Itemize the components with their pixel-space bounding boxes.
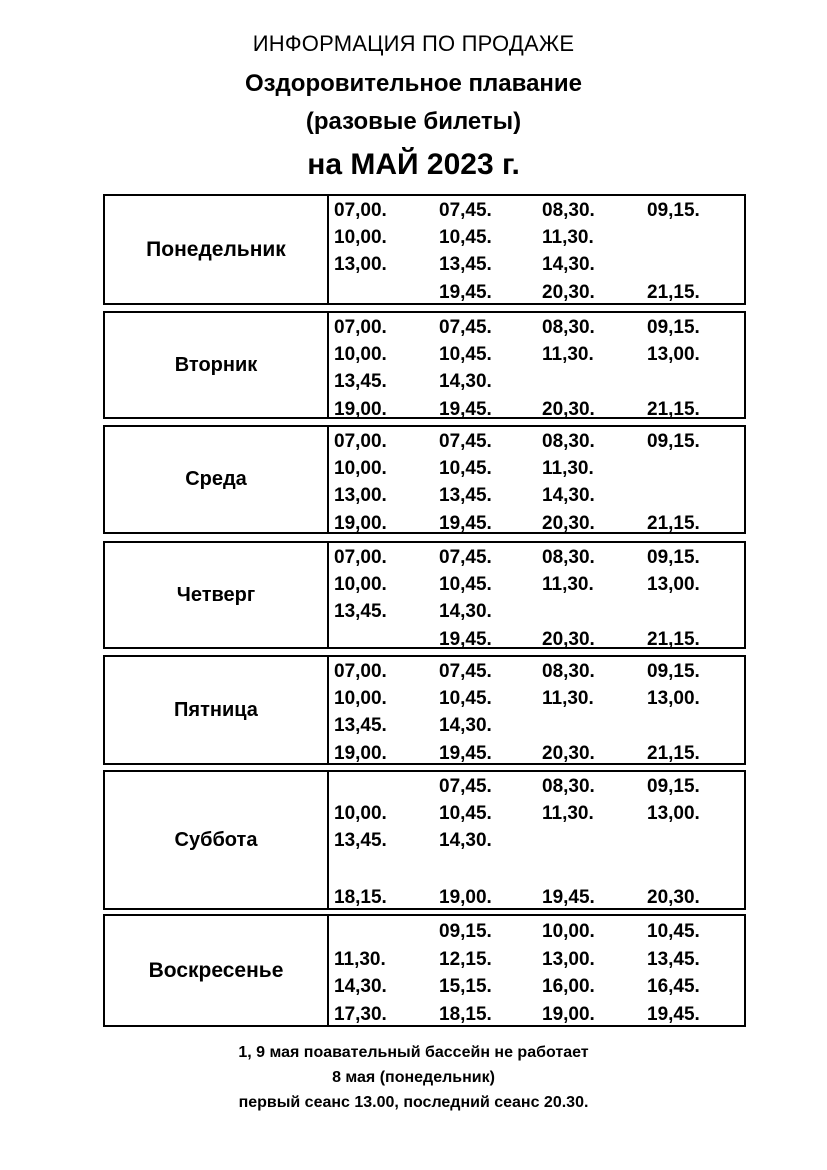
- session-time: 14,30.: [439, 715, 492, 736]
- session-time: 13,00.: [334, 485, 387, 506]
- time-row: [329, 482, 744, 509]
- time-row: [329, 946, 744, 973]
- session-time: 09,15.: [439, 921, 492, 942]
- session-time: 13,45.: [334, 830, 387, 851]
- session-time: 13,00.: [647, 803, 700, 824]
- session-time: 13,45.: [334, 715, 387, 736]
- session-time: 21,15.: [647, 399, 700, 420]
- session-time: 07,00.: [334, 317, 387, 338]
- time-row: [329, 251, 744, 278]
- time-row: [329, 544, 744, 571]
- session-time: 07,45.: [439, 776, 492, 797]
- session-time: 21,15.: [647, 743, 700, 764]
- session-time: 08,30.: [542, 776, 595, 797]
- time-row: [329, 396, 744, 423]
- session-time: 10,00.: [334, 344, 387, 365]
- session-time: 09,15.: [647, 547, 700, 568]
- session-time: 14,30.: [334, 976, 387, 997]
- session-time: 07,45.: [439, 661, 492, 682]
- day-name: Вторник: [105, 313, 329, 417]
- day-block: [103, 914, 746, 1027]
- session-time: 11,30.: [334, 949, 386, 970]
- session-time: 13,45.: [439, 485, 492, 506]
- session-time: 09,15.: [647, 200, 700, 221]
- session-time: 11,30.: [542, 458, 594, 479]
- session-time: 21,15.: [647, 282, 700, 303]
- time-row: [329, 827, 744, 854]
- day-name: Суббота: [105, 772, 329, 908]
- session-time: 07,00.: [334, 431, 387, 452]
- session-time: 12,15.: [439, 949, 492, 970]
- session-time: 13,45.: [334, 371, 387, 392]
- session-time: 07,00.: [334, 200, 387, 221]
- day-name: Четверг: [105, 543, 329, 647]
- session-time: 21,15.: [647, 629, 700, 650]
- day-block: [103, 541, 746, 649]
- session-time: 08,30.: [542, 547, 595, 568]
- session-time: 14,30.: [439, 601, 492, 622]
- session-time: 10,45.: [439, 803, 492, 824]
- time-row: [329, 279, 744, 306]
- time-row: [329, 685, 744, 712]
- session-time: 16,45.: [647, 976, 700, 997]
- document-month-title: на МАЙ 2023 г.: [307, 148, 520, 181]
- session-time: 13,00.: [647, 574, 700, 595]
- session-times: [329, 657, 744, 763]
- session-time: 19,45.: [439, 513, 492, 534]
- session-time: 13,00.: [647, 344, 700, 365]
- session-time: 09,15.: [647, 317, 700, 338]
- session-time: 10,00.: [334, 688, 387, 709]
- time-row: [329, 341, 744, 368]
- session-times: [329, 772, 744, 908]
- session-time: 11,30.: [542, 344, 594, 365]
- session-time: 18,15.: [334, 887, 387, 908]
- session-time: 19,45.: [542, 887, 595, 908]
- document-subtitle-note: (разовые билеты): [305, 108, 522, 135]
- day-name: Понедельник: [105, 196, 329, 303]
- time-row: [329, 368, 744, 395]
- session-time: 10,00.: [334, 803, 387, 824]
- session-time: 20,30.: [647, 887, 700, 908]
- session-time: 11,30.: [542, 574, 594, 595]
- session-time: 07,45.: [439, 431, 492, 452]
- session-time: 14,30.: [439, 830, 492, 851]
- session-time: 19,00.: [334, 743, 387, 764]
- session-time: 19,00.: [334, 399, 387, 420]
- session-times: [329, 543, 744, 650]
- time-row: [329, 658, 744, 685]
- time-row: [329, 428, 744, 455]
- time-row: [329, 455, 744, 482]
- session-time: 13,00.: [542, 949, 595, 970]
- session-time: 19,45.: [439, 399, 492, 420]
- day-block: [103, 770, 746, 910]
- session-time: 18,15.: [439, 1004, 492, 1025]
- session-time: 10,00.: [542, 921, 595, 942]
- session-time: 08,30.: [542, 431, 595, 452]
- session-time: 08,30.: [542, 200, 595, 221]
- session-time: 14,30.: [542, 485, 595, 506]
- session-time: 10,45.: [439, 344, 492, 365]
- session-time: 19,00.: [542, 1004, 595, 1025]
- session-time: 19,45.: [439, 629, 492, 650]
- session-time: 20,30.: [542, 629, 595, 650]
- session-time: 20,30.: [542, 743, 595, 764]
- day-block: [103, 194, 746, 305]
- footer-note-closed-days: 1, 9 мая поавательный бассейн не работает: [238, 1044, 589, 1061]
- session-time: 07,45.: [439, 317, 492, 338]
- time-row: [329, 918, 744, 945]
- session-time: 07,00.: [334, 661, 387, 682]
- day-name: Воскресенье: [105, 916, 329, 1025]
- session-times: [329, 916, 744, 1025]
- time-row: [329, 510, 744, 537]
- session-times: [329, 427, 744, 532]
- time-row: [329, 197, 744, 224]
- session-time: 08,30.: [542, 661, 595, 682]
- footer-note-special-day: 8 мая (понедельник): [332, 1069, 495, 1086]
- session-time: 13,45.: [334, 601, 387, 622]
- session-time: 17,30.: [334, 1004, 387, 1025]
- session-time: 07,00.: [334, 547, 387, 568]
- session-time: 14,30.: [542, 254, 595, 275]
- session-time: 10,00.: [334, 458, 387, 479]
- time-row: [329, 884, 744, 911]
- time-row: [329, 773, 744, 800]
- session-time: 19,00.: [439, 887, 492, 908]
- time-row: [329, 571, 744, 598]
- session-time: 20,30.: [542, 399, 595, 420]
- document-heading: ИНФОРМАЦИЯ ПО ПРОДАЖЕ: [252, 31, 575, 56]
- session-time: 19,45.: [439, 743, 492, 764]
- session-time: 10,00.: [334, 574, 387, 595]
- document-subtitle: Оздоровительное плавание: [244, 70, 583, 97]
- session-time: 13,45.: [647, 949, 700, 970]
- session-time: 09,15.: [647, 776, 700, 797]
- session-times: [329, 313, 744, 420]
- time-row: [329, 224, 744, 251]
- day-name: Среда: [105, 427, 329, 532]
- session-time: 09,15.: [647, 431, 700, 452]
- time-row: [329, 1001, 744, 1028]
- session-time: 07,45.: [439, 547, 492, 568]
- session-time: 11,30.: [542, 227, 594, 248]
- time-row: [329, 712, 744, 739]
- time-row: [329, 740, 744, 767]
- time-row: [329, 855, 744, 882]
- session-time: 16,00.: [542, 976, 595, 997]
- time-row: [329, 314, 744, 341]
- session-time: 13,00.: [334, 254, 387, 275]
- session-time: 10,45.: [439, 458, 492, 479]
- session-time: 10,00.: [334, 227, 387, 248]
- day-block: [103, 425, 746, 534]
- time-row: [329, 973, 744, 1000]
- time-row: [329, 626, 744, 653]
- session-time: 07,45.: [439, 200, 492, 221]
- session-time: 10,45.: [647, 921, 700, 942]
- session-time: 15,15.: [439, 976, 492, 997]
- session-time: 20,30.: [542, 282, 595, 303]
- day-block: [103, 655, 746, 765]
- footer-note-session-times: первый сеанс 13.00, последний сеанс 20.30.: [238, 1094, 589, 1111]
- session-time: 21,15.: [647, 513, 700, 534]
- session-time: 19,45.: [439, 282, 492, 303]
- session-time: 20,30.: [542, 513, 595, 534]
- session-time: 13,45.: [439, 254, 492, 275]
- time-row: [329, 598, 744, 625]
- session-time: 08,30.: [542, 317, 595, 338]
- session-times: [329, 196, 744, 303]
- session-time: 19,45.: [647, 1004, 700, 1025]
- session-time: 11,30.: [542, 803, 594, 824]
- day-block: [103, 311, 746, 419]
- session-time: 13,00.: [647, 688, 700, 709]
- time-row: [329, 800, 744, 827]
- session-time: 19,00.: [334, 513, 387, 534]
- session-time: 10,45.: [439, 227, 492, 248]
- session-time: 14,30.: [439, 371, 492, 392]
- session-time: 11,30.: [542, 688, 594, 709]
- session-time: 09,15.: [647, 661, 700, 682]
- session-time: 10,45.: [439, 688, 492, 709]
- day-name: Пятница: [105, 657, 329, 763]
- session-time: 10,45.: [439, 574, 492, 595]
